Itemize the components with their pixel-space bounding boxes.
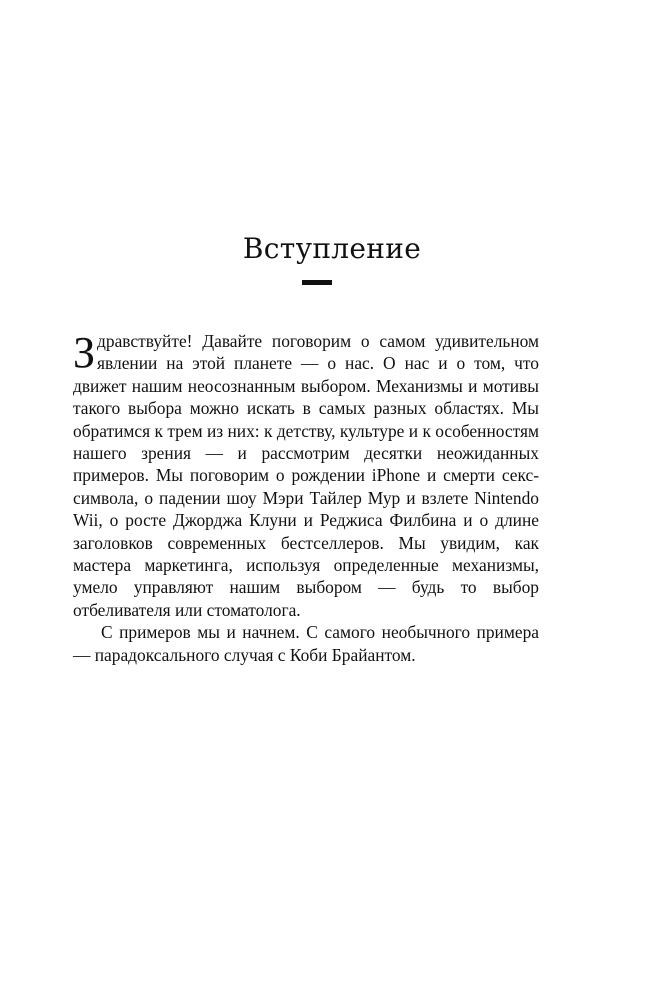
title-underline-rule — [302, 280, 332, 285]
paragraph-1-text: дравствуйте! Давайте поговорим о самом удивительном явлении на этой планете — о нас. О нас и о том, что движет нашим неосознанным выбором. Механизмы и мотивы такого выбора можно искать в самых разных областях. Мы обратимся к трем из них: к детству, культуре и к особенностям нашего зрения — и рассмотрим десятки неожиданных примеров. Мы поговорим о рождении iPhone и смерти секс-символа, о падении шоу Мэри Тайлер Мур и взлете Nintendo Wii, о росте Джорджа Клуни и Реджиса Филбина и о длине заголовков современных бестселлеров. Мы увидим, как мастера маркетинга, используя определенные механизмы, умело управляют нашим выбором — будь то выбор отбеливателя или стоматолога. — [73, 331, 539, 620]
paragraph-2: С примеров мы и начнем. С самого необычного примера — парадоксального случая с Коби Брайантом. — [73, 622, 539, 665]
chapter-title: Вступление — [242, 232, 422, 265]
paragraph-1 — [73, 330, 539, 621]
drop-cap-letter: З — [73, 328, 96, 377]
body-text — [73, 330, 539, 666]
